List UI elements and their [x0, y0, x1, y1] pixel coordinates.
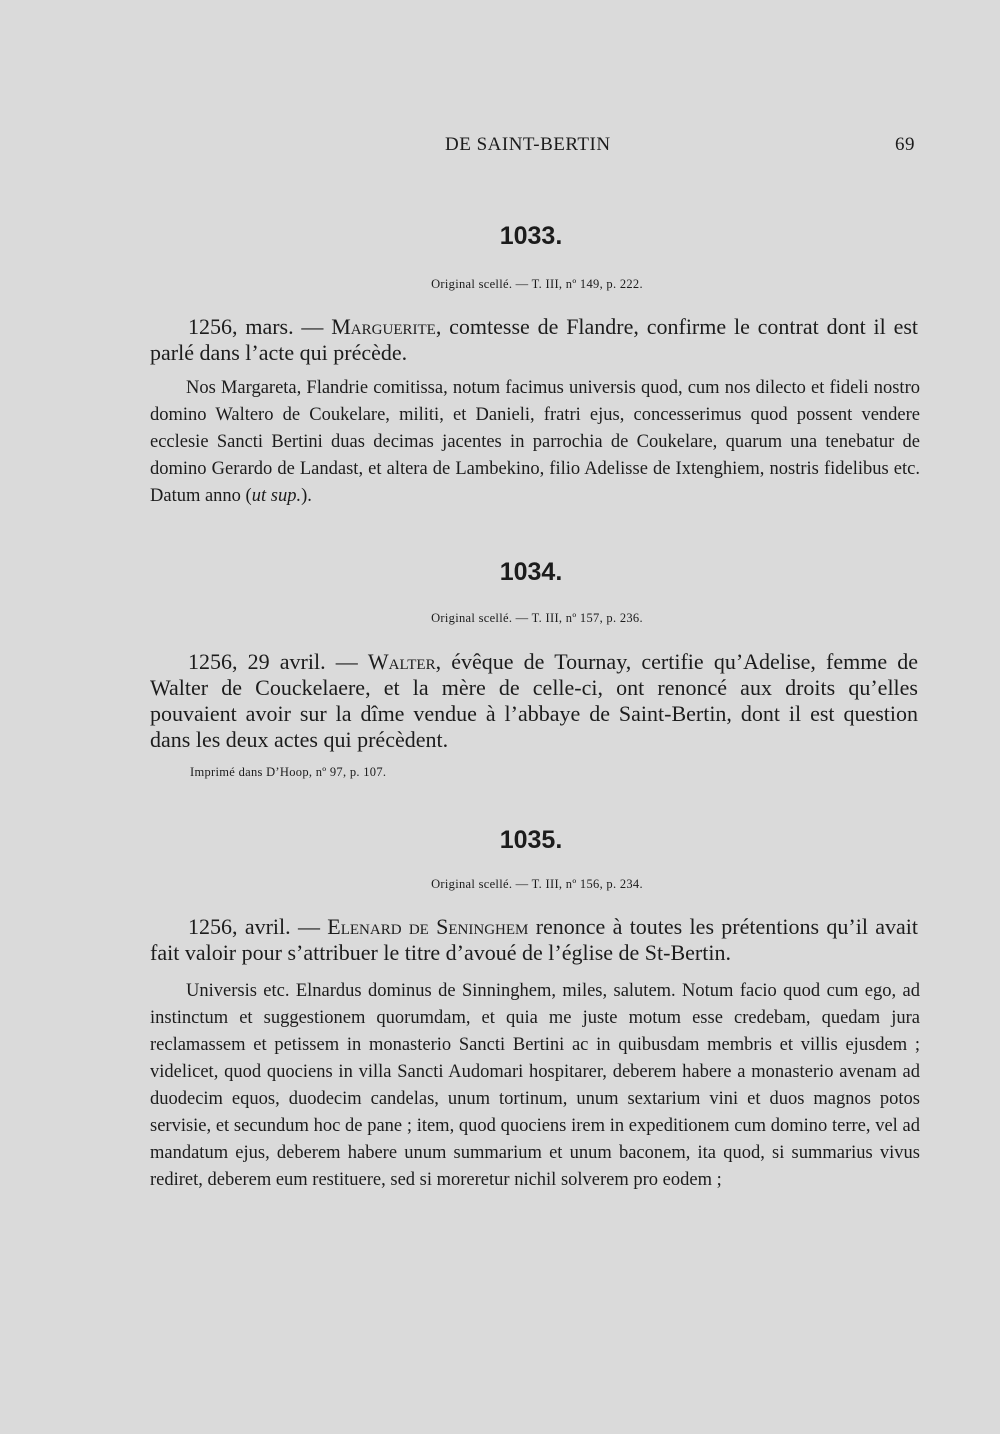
summary-text: renonce à toutes les prétentions qu’il avait fait valoir pour s’attribuer le titre d’avoué de l’église de St-Bertin.: [150, 914, 918, 965]
charter-text: Universis etc. Elnardus dominus de Sinninghem, miles, salutem. Notum facio quod cum ego, ad instinctum et suggestionem quorumdam, et quia me juste motum esse credebam, quedam jura reclamassem et petissem in monasterio Sancti Bertini ac in quibusdam membris et villis ejusdem ; videlicet, quod quociens in villa Sancti Audomari hospitarer, deberem habere a monasterio avenam ad duodecim equos, duodecim candelas, unum tortinum, unum sextarium vini et duos magnos potos servisie, et secundum hoc de pane ; item, quod quociens irem in expeditionem cum domino terre, vel ad mandatum ejus, deberem habere unum summarium et unum baconem, ita quod, si summarius vivus rediret, deberem eum restituere, sed si moreretur nichil solverem pro eodem ;: [150, 981, 920, 1190]
charter-text: Nos Margareta, Flandrie comitissa, notum facimus universis quod, cum nos dilecto et fideli nostro domino Waltero de Coukelare, militi, et Danieli, fratri ejus, concesserimus quod possent vendere ecclesie Sancti Bertini duas decimas jacentes in parrochia de Coukelare, quarum una tenebatur de domino Gerardo de Landast, et altera de Lambekino, filio Adelisse de Ixtenghiem, nostris fidelibus etc. Datum anno (: [150, 378, 920, 506]
source-note-1035: Original scellé. — T. III, nº 156, p. 234.: [431, 877, 643, 891]
source-note-1033: Original scellé. — T. III, nº 149, p. 222.: [431, 277, 643, 291]
summary-1035: [150, 914, 918, 966]
summary-name: Marguerite: [331, 314, 436, 339]
page-number: 69: [895, 134, 915, 155]
charter-text-italic: ut sup.: [251, 486, 302, 506]
summary-date: 1256, avril. —: [188, 914, 328, 939]
summary-text: , évêque de Tournay, certifie qu’Adelise, femme de Walter de Couckelaere, et la mère de celle-ci, ont renoncé aux droits qu’elles pouvaient avoir sur la dîme vendue à l’abbaye de Saint-Bertin, dont il est question dans les deux actes qui précèdent.: [150, 649, 918, 752]
charter-number-1033: 1033.: [499, 222, 563, 250]
running-title: DE SAINT-BERTIN: [445, 134, 611, 155]
summary-date: 1256, mars. —: [188, 314, 332, 339]
charter-number-1035: 1035.: [499, 826, 563, 854]
summary-date: 1256, 29 avril. —: [188, 649, 368, 674]
summary-name: Elenard de Seninghem: [327, 914, 529, 939]
charter-text-end: ).: [301, 486, 312, 506]
running-head: [145, 134, 915, 158]
summary-1034: [150, 649, 918, 753]
summary-text: , comtesse de Flandre, confirme le contrat dont il est parlé dans l’acte qui précède.: [150, 314, 919, 365]
source-note-1034: Original scellé. — T. III, nº 157, p. 236.: [431, 611, 643, 625]
charter-text-1035: [150, 978, 920, 1194]
summary-1033: [150, 314, 918, 366]
charter-text-1033: [150, 375, 920, 510]
edition-note-1034: Imprimé dans D’Hoop, nº 97, p. 107.: [190, 765, 387, 779]
summary-name: Walter: [367, 649, 436, 674]
charter-number-1034: 1034.: [499, 558, 563, 586]
